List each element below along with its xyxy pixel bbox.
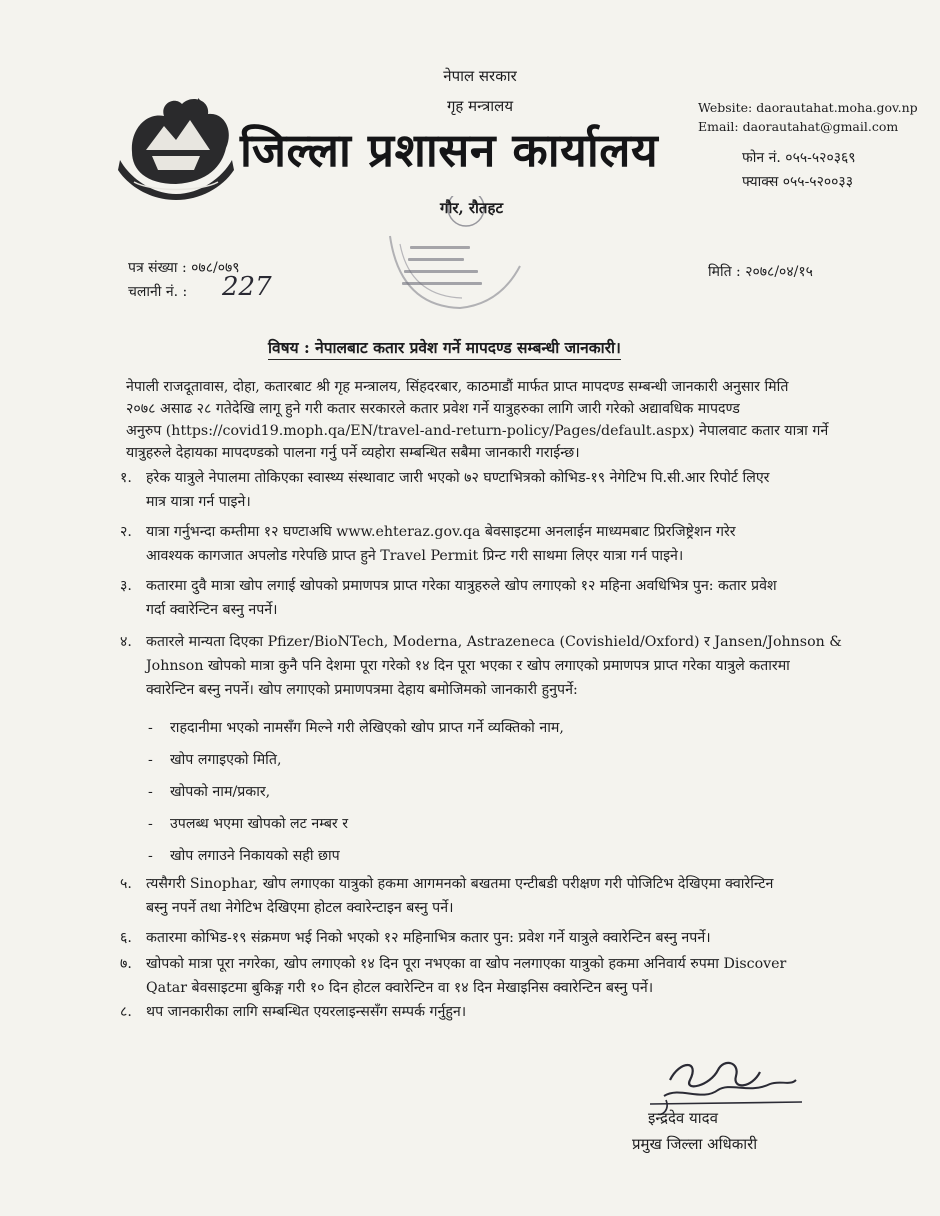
- handwritten-dispatch-number: 227: [222, 272, 272, 302]
- sub-list-item: - राहदानीमा भएको नामसँग मिल्ने गरी लेखिएको खोप प्राप्त गर्ने व्यक्तिको नाम,: [148, 720, 564, 736]
- item-line: मात्र यात्रा गर्न पाइने।: [146, 494, 251, 510]
- sub-list-item: - खोप लगाइएको मिति,: [148, 752, 282, 768]
- phone-text: फोन नं. ०५५-५२०३६९: [742, 150, 856, 166]
- item-line: खोपको मात्रा पूरा नगरेका, खोप लगाएको १४ दिन पूरा नभएका वा खोप नलगाएका यात्रुको हकमा अनिवार्य रुपमा Discover: [146, 956, 787, 972]
- subject-line: विषय : नेपालबाट कतार प्रवेश गर्ने मापदण्ड सम्बन्धी जानकारी।: [268, 336, 621, 360]
- item-number: ४.: [120, 634, 132, 650]
- item-number: १.: [120, 470, 132, 486]
- email-text: Email: daorautahat@gmail.com: [698, 119, 899, 134]
- signatory-title: प्रमुख जिल्ला अधिकारी: [632, 1135, 758, 1153]
- item-line: कतारमा कोभिड-१९ संक्रमण भई निको भएको १२ महिनाभित्र कतार पुन: प्रवेश गर्ने यात्रुले क्वारेन्टिन बस्नु नपर्ने।: [146, 930, 711, 946]
- item-line: Johnson खोपको मात्रा कुनै पनि देशमा पूरा गरेको १४ दिन पूरा भएका र खोप लगाएको प्रमाणपत्र प्राप्त गरेका यात्रुले कतारमा: [146, 658, 790, 674]
- item-number: २.: [120, 524, 132, 540]
- sub-list-item: - खोपको नाम/प्रकार,: [148, 784, 271, 800]
- intro-line: नेपाली राजदूतावास, दोहा, कतारबाट श्री गृह मन्त्रालय, सिंहदरबार, काठमाडौं मार्फत प्राप्त मापदण्ड सम्बन्धी जानकारी अनुसार मिति: [126, 379, 789, 395]
- item-number: ७.: [120, 956, 132, 972]
- intro-paragraph: [126, 376, 876, 464]
- intro-line: यात्रुहरुले देहायका मापदण्डको पालना गर्नु पर्ने व्यहोरा सम्बन्धित सबैमा जानकारी गराईन्छ।: [126, 445, 580, 461]
- item-line: क्वारेन्टिन बस्नु नपर्ने। खोप लगाएको प्रमाणपत्रमा देहाय बमोजिमको जानकारी हुनुपर्ने:: [146, 682, 578, 698]
- item-number: ५.: [120, 876, 132, 892]
- item-line: हरेक यात्रुले नेपालमा तोकिएका स्वास्थ्य संस्थावाट जारी भएको ७२ घण्टाभित्रको कोभिड-१९ नेगेटिभ पि.सी.आर रिपोर्ट लिएर: [146, 470, 770, 486]
- ministry-name: गृह मन्त्रालय: [446, 97, 514, 115]
- government-name: नेपाल सरकार: [443, 67, 517, 85]
- letter-date: मिति : २०७८/०४/१५: [708, 264, 813, 280]
- office-title: जिल्ला प्रशासन कार्यालय: [240, 123, 659, 177]
- dispatch-number-label: चलानी नं. :: [128, 284, 188, 300]
- item-line: थप जानकारीका लागि सम्बन्धित एयरलाइन्ससँग सम्पर्क गर्नुहुन।: [146, 1004, 467, 1020]
- intro-line: अनुरुप (https://covid19.moph.qa/EN/travel-and-return-policy/Pages/default.aspx) नेपालवाट कतार यात्रा गर्ने: [126, 423, 829, 439]
- item-line: त्यसैगरी Sinophar, खोप लगाएका यात्रुको हकमा आगमनको बखतमा एन्टीबडी परीक्षण गरी पोजिटिभ देखिएमा क्वारेन्टिन: [146, 876, 774, 892]
- item-line: Qatar बेवसाइटमा बुकिङ्ग गरी १० दिन होटल क्वारेन्टिन वा १४ दिन मेखाइनिस क्वारेन्टिन बस्नु पर्ने।: [146, 980, 654, 996]
- item-number: ६.: [120, 930, 132, 946]
- letter-reference-number: पत्र संख्या : ०७८/०७९: [128, 260, 240, 276]
- item-number: ३.: [120, 578, 132, 594]
- signatory-name: इन्द्रदेव यादव: [648, 1109, 718, 1127]
- fax-text: फ्याक्स ०५५-५२००३३: [742, 174, 853, 190]
- website-text: Website: daorautahat.moha.gov.np: [698, 100, 918, 115]
- location-text: गौर, रौतहट: [440, 199, 504, 217]
- item-line: बस्नु नपर्ने तथा नेगेटिभ देखिएमा होटल क्वारेन्टाइन बस्नु पर्ने।: [146, 900, 454, 916]
- item-line: आवश्यक कागजात अपलोड गरेपछि प्राप्त हुने Travel Permit प्रिन्ट गरी साथमा लिएर यात्रा गर्न पाइने।: [146, 548, 684, 564]
- sub-list-item: - उपलब्ध भएमा खोपको लट नम्बर र: [148, 816, 349, 832]
- item-number: ८.: [120, 1004, 132, 1020]
- item-line: कतारमा दुवै मात्रा खोप लगाई खोपको प्रमाणपत्र प्राप्त गरेका यात्रुहरुले खोप लगाएको १२ महिना अवधिभित्र पुन: कतार प्रवेश: [146, 578, 777, 594]
- item-line: यात्रा गर्नुभन्दा कम्तीमा १२ घण्टाअघि www.ehteraz.gov.qa बेवसाइटमा अनलाईन माध्यमबाट प्रिरजिष्ट्रेशन गरेर: [146, 524, 736, 540]
- intro-line: २०७८ असाढ २८ गतेदेखि लागू हुने गरी कतार सरकारले कतार प्रवेश गर्ने यात्रुहरुका लागि जारी गरेको अद्यावधिक मापदण्ड: [126, 401, 740, 417]
- item-line: गर्दा क्वारेन्टिन बस्नु नपर्ने।: [146, 602, 278, 618]
- item-line: कतारले मान्यता दिएका Pfizer/BioNTech, Moderna, Astrazeneca (Covishield/Oxford) र Jansen/Johnson &: [146, 634, 842, 650]
- sub-list-item: - खोप लगाउने निकायको सही छाप: [148, 848, 340, 864]
